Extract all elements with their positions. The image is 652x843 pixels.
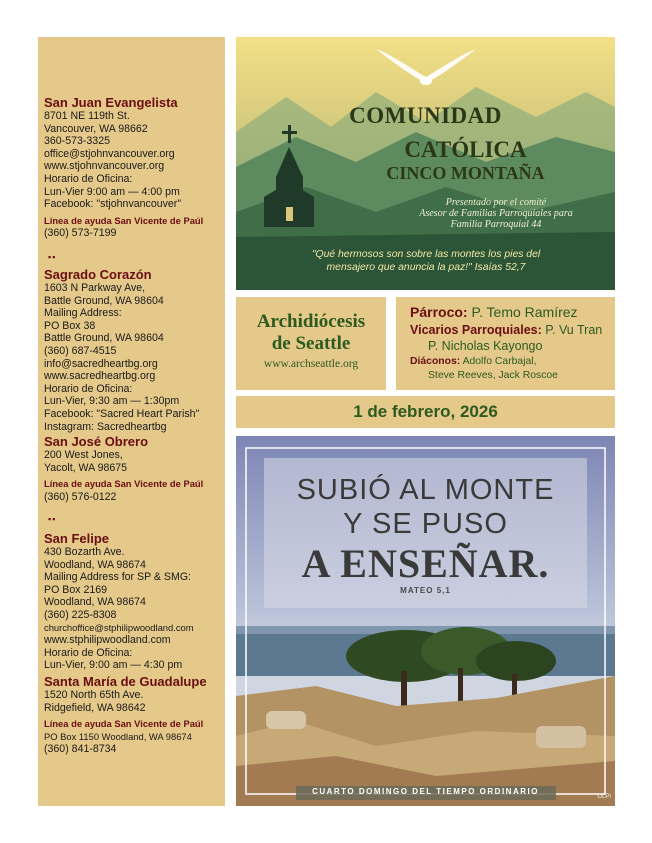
parish-santa-maria-guadalupe bbox=[44, 674, 207, 756]
parish-san-felipe bbox=[44, 531, 194, 672]
deacons-label: Diáconos: bbox=[410, 356, 461, 367]
parish-facebook: Facebook: "stjohnvancouver" bbox=[44, 198, 182, 211]
pastor-label: Párroco: bbox=[410, 304, 468, 320]
parish-line: Yacolt, WA 98675 bbox=[44, 461, 128, 474]
help-line-phone: (360) 573-7199 bbox=[44, 227, 117, 240]
parish-website[interactable]: www.stphilipwoodland.com bbox=[44, 634, 171, 647]
help-line-label: Línea de ayuda San Vicente de Paúl bbox=[44, 718, 204, 730]
parish-website[interactable]: www.stjohnvancouver.org bbox=[44, 160, 165, 173]
separator-dots: ▪▪ bbox=[48, 252, 57, 262]
parish-line: Woodland, WA 98674 bbox=[44, 558, 146, 571]
parish-name: San José Obrero bbox=[44, 434, 149, 449]
help-line-phone: (360) 841-8734 bbox=[44, 743, 117, 756]
parish-line: Vancouver, WA 98662 bbox=[44, 122, 148, 135]
banner-subtitle bbox=[356, 197, 615, 230]
parish-instagram: Instagram: Sacredheartbg bbox=[44, 420, 167, 433]
parish-line: Lun-Vier, 9:30 am — 1:30pm bbox=[44, 395, 180, 408]
parish-line: 430 Bozarth Ave. bbox=[44, 546, 125, 558]
deacons-row bbox=[410, 356, 537, 367]
parish-phone: (360) 687-4515 bbox=[44, 344, 117, 357]
poster-line2: Y SE PUSO bbox=[343, 508, 508, 540]
parish-name: Sagrado Corazón bbox=[44, 267, 152, 282]
parish-name: San Juan Evangelista bbox=[44, 95, 178, 110]
parish-line: Mailing Address: bbox=[44, 307, 122, 320]
separator-dots: ▪▪ bbox=[48, 514, 57, 524]
parish-line: 8701 NE 119th St. bbox=[44, 110, 130, 122]
parish-email[interactable]: churchoffice@stphilipwoodland.com bbox=[44, 621, 194, 633]
scripture-quote bbox=[246, 248, 606, 274]
parish-san-jose-obrero bbox=[44, 434, 203, 503]
subtitle-line: Presentado por el comité bbox=[445, 197, 547, 208]
archdiocese-name bbox=[236, 311, 386, 355]
poster-credit: OLPI bbox=[597, 794, 611, 800]
parish-sagrado-corazon bbox=[44, 267, 199, 433]
parish-line: Horario de Oficina: bbox=[44, 172, 133, 185]
parish-directory-sidebar bbox=[38, 37, 225, 806]
subtitle-line: Asesor de Familias Parroquiales para bbox=[419, 208, 573, 219]
parish-line: 1520 North 65th Ave. bbox=[44, 689, 144, 701]
parish-facebook: Facebook: "Sacred Heart Parish" bbox=[44, 407, 200, 420]
parish-email[interactable]: info@sacredheartbg.org bbox=[44, 357, 158, 370]
banner-title-line1: COMUNIDAD bbox=[349, 103, 502, 128]
quote-line: "Qué hermosos son sobre las montes los pies del bbox=[311, 249, 541, 260]
deacons-names: Steve Reeves, Jack Roscoe bbox=[428, 370, 558, 381]
deacons-names: Adolfo Carbajal, bbox=[462, 356, 537, 367]
community-banner bbox=[236, 37, 615, 290]
vicar-name: P. Nicholas Kayongo bbox=[428, 339, 543, 353]
bulletin-date: 1 de febrero, 2026 bbox=[236, 396, 615, 428]
parish-line: Lun-Vier, 9:00 am — 4:30 pm bbox=[44, 659, 183, 672]
sunday-poster bbox=[236, 436, 615, 806]
archdiocese-box bbox=[236, 297, 386, 390]
parish-phone: 360-573-3325 bbox=[44, 135, 110, 148]
parish-line: 1603 N Parkway Ave, bbox=[44, 282, 146, 294]
parish-line: Lun-Vier 9:00 am — 4:00 pm bbox=[44, 185, 180, 198]
archdiocese-website[interactable]: www.archseattle.org bbox=[263, 358, 359, 370]
parish-line: Ridgefield, WA 98642 bbox=[44, 701, 146, 714]
parish-line: Woodland, WA 98674 bbox=[44, 596, 146, 609]
parish-phone: (360) 225-8308 bbox=[44, 608, 117, 621]
parish-line: Battle Ground, WA 98604 bbox=[44, 332, 164, 345]
clergy-box bbox=[396, 297, 615, 390]
help-line-address: PO Box 1150 Woodland, WA 98674 bbox=[44, 730, 192, 742]
parish-email[interactable]: office@stjohnvancouver.org bbox=[44, 147, 175, 160]
help-line-phone: (360) 576-0122 bbox=[44, 490, 117, 503]
parish-line: Horario de Oficina: bbox=[44, 646, 133, 659]
archdiocese-name-line2: de Seattle bbox=[271, 333, 351, 354]
parish-line: Horario de Oficina: bbox=[44, 382, 133, 395]
vicar-name: P. Vu Tran bbox=[545, 323, 603, 337]
parish-name: San Felipe bbox=[44, 531, 110, 546]
vicars-row bbox=[410, 323, 602, 337]
parish-line: PO Box 2169 bbox=[44, 583, 108, 596]
subtitle-line: Familia Parroquial 44 bbox=[450, 219, 542, 230]
help-line-label: Línea de ayuda San Vicente de Paúl bbox=[44, 214, 204, 226]
poster-line3: A ENSEÑAR. bbox=[301, 541, 550, 586]
parish-line: Battle Ground, WA 98604 bbox=[44, 294, 164, 307]
parish-san-juan bbox=[44, 95, 203, 240]
parish-name: Santa María de Guadalupe bbox=[44, 674, 207, 689]
parish-website[interactable]: www.sacredheartbg.org bbox=[44, 370, 156, 383]
pastor-row bbox=[410, 304, 578, 320]
help-line-label: Línea de ayuda San Vicente de Paúl bbox=[44, 478, 204, 490]
vicars-label: Vicarios Parroquiales: bbox=[410, 323, 542, 337]
poster-citation: MATEO 5,1 bbox=[400, 586, 451, 595]
banner-title-line3: CINCO MONTAÑA bbox=[386, 163, 545, 183]
banner-title-line2: CATÓLICA bbox=[404, 137, 527, 162]
quote-line: mensajero que anuncia la paz!" Isaías 52,7 bbox=[326, 262, 526, 273]
pastor-name: P. Temo Ramírez bbox=[471, 304, 578, 320]
parish-line: PO Box 38 bbox=[44, 319, 96, 332]
poster-footer: CUARTO DOMINGO DEL TIEMPO ORDINARIO bbox=[312, 787, 539, 796]
archdiocese-name-line1: Archidiócesis bbox=[256, 311, 366, 332]
poster-line1: SUBIÓ AL MONTE bbox=[296, 474, 555, 506]
parish-line: Mailing Address for SP & SMG: bbox=[44, 571, 191, 584]
parish-line: 200 West Jones, bbox=[44, 449, 123, 461]
